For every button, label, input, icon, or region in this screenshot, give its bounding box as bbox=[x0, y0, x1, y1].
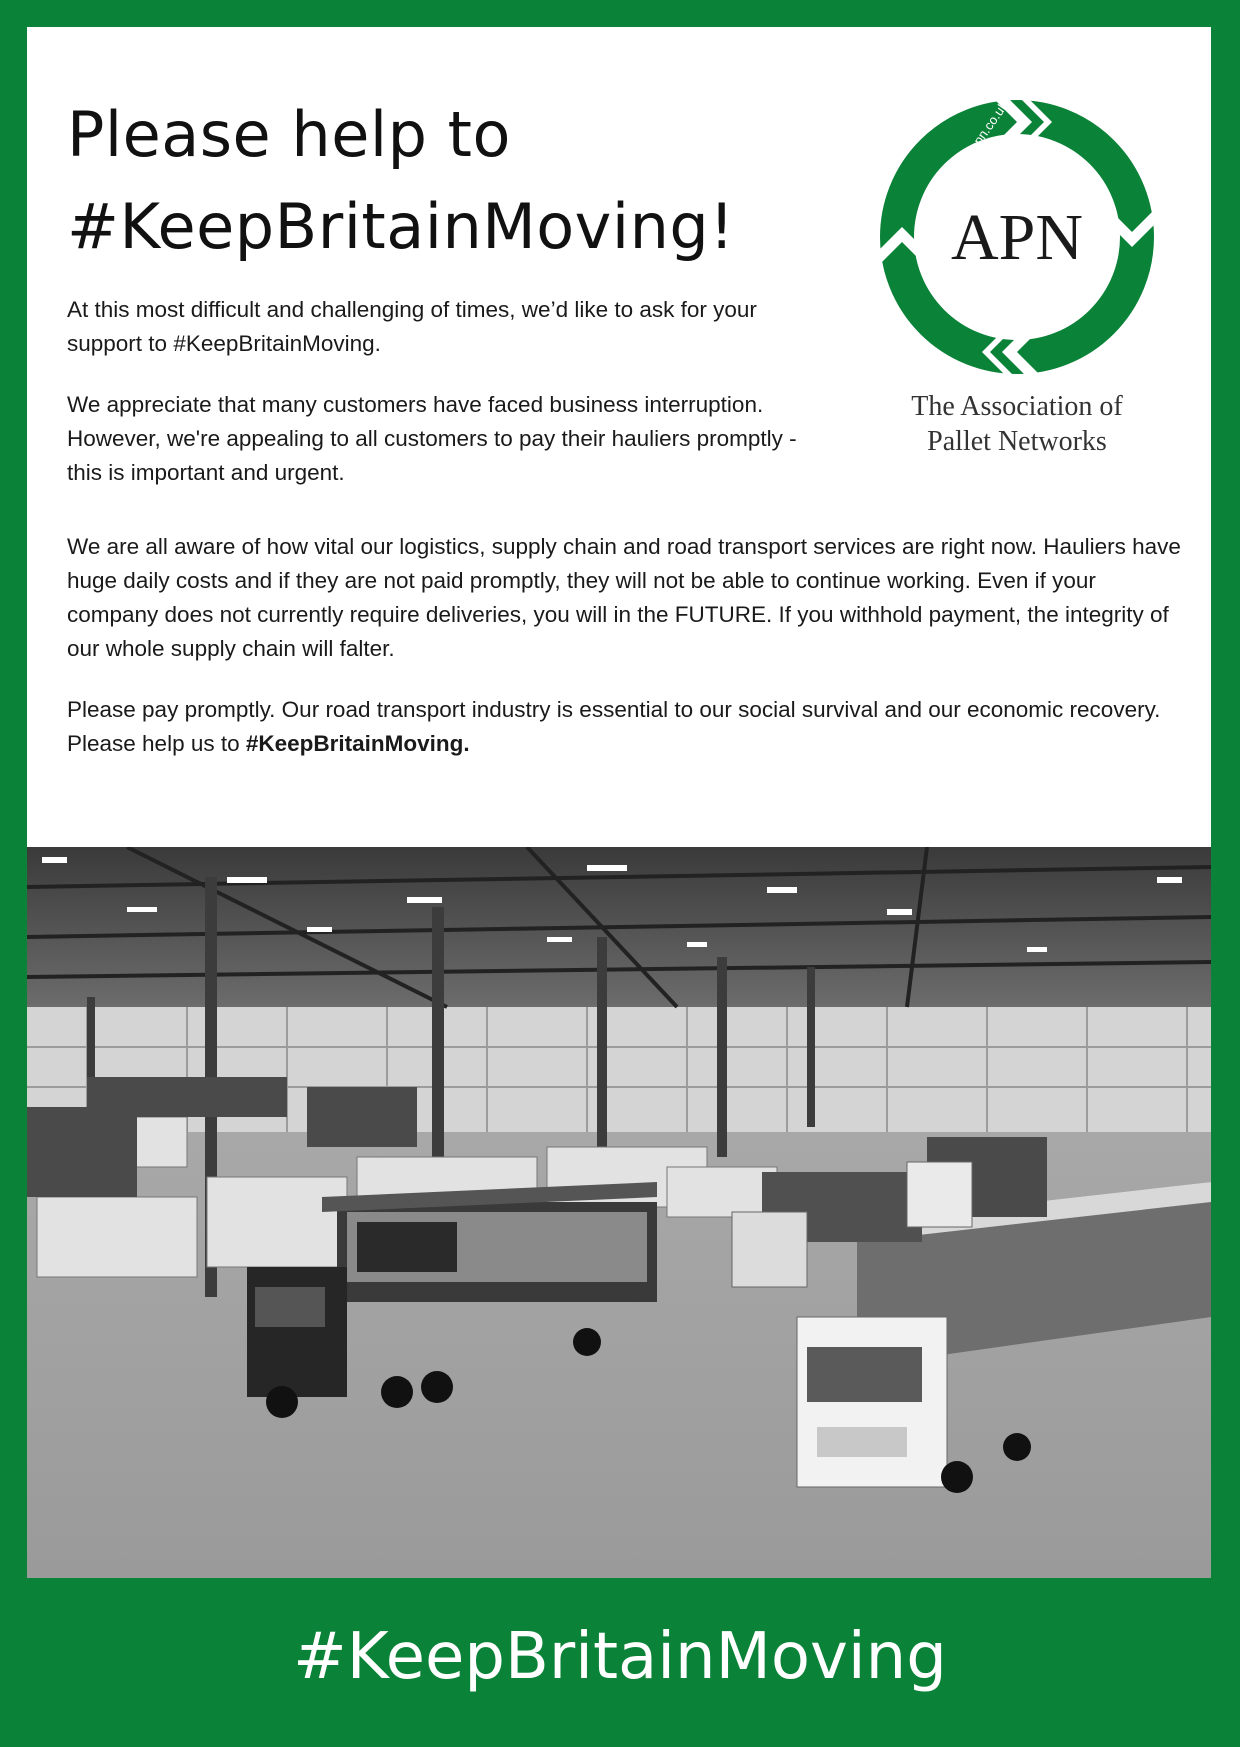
closing-text: Please pay promptly. Our road transport industry is essential to our social survival and our economic recovery. Please help us to bbox=[67, 697, 1161, 756]
awareness-paragraph: We are all aware of how vital our logistics, supply chain and road transport services are right now. Hauliers have huge daily costs and if they are not paid promptly, they will not be able to continue working. Even if your company does not currently require deliveries, you will in the FUTURE. If you withhold payment, the integrity of our whole supply chain will falter. bbox=[67, 534, 1181, 661]
back-wall bbox=[27, 1007, 1211, 1137]
appeal-paragraph: We appreciate that many customers have faced business interruption. However, we're appealing to all customers to pay their hauliers promptly - this is important and urgent. bbox=[67, 392, 797, 485]
headline-line-1: Please help to bbox=[67, 98, 511, 171]
headline bbox=[67, 89, 735, 273]
logo-caption-line-1: The Association of bbox=[911, 391, 1123, 422]
closing-paragraph bbox=[67, 693, 1167, 761]
apn-logo bbox=[867, 87, 1167, 417]
logo-url: www.theapn.co.uk bbox=[937, 98, 1011, 194]
footer-hashtag: #KeepBritainMoving bbox=[293, 1620, 947, 1694]
content-panel bbox=[27, 27, 1211, 847]
logo-caption-line-2: Pallet Networks bbox=[927, 426, 1107, 457]
warehouse-photo bbox=[27, 847, 1211, 1578]
intro-paragraph: At this most difficult and challenging of times, we’d like to ask for your support to #KeepBritainMoving. bbox=[67, 297, 757, 356]
headline-line-2: #KeepBritainMoving! bbox=[67, 190, 735, 263]
closing-hashtag: #KeepBritainMoving. bbox=[245, 731, 470, 756]
logo-letters: APN bbox=[950, 201, 1084, 274]
logo-caption bbox=[847, 389, 1187, 459]
